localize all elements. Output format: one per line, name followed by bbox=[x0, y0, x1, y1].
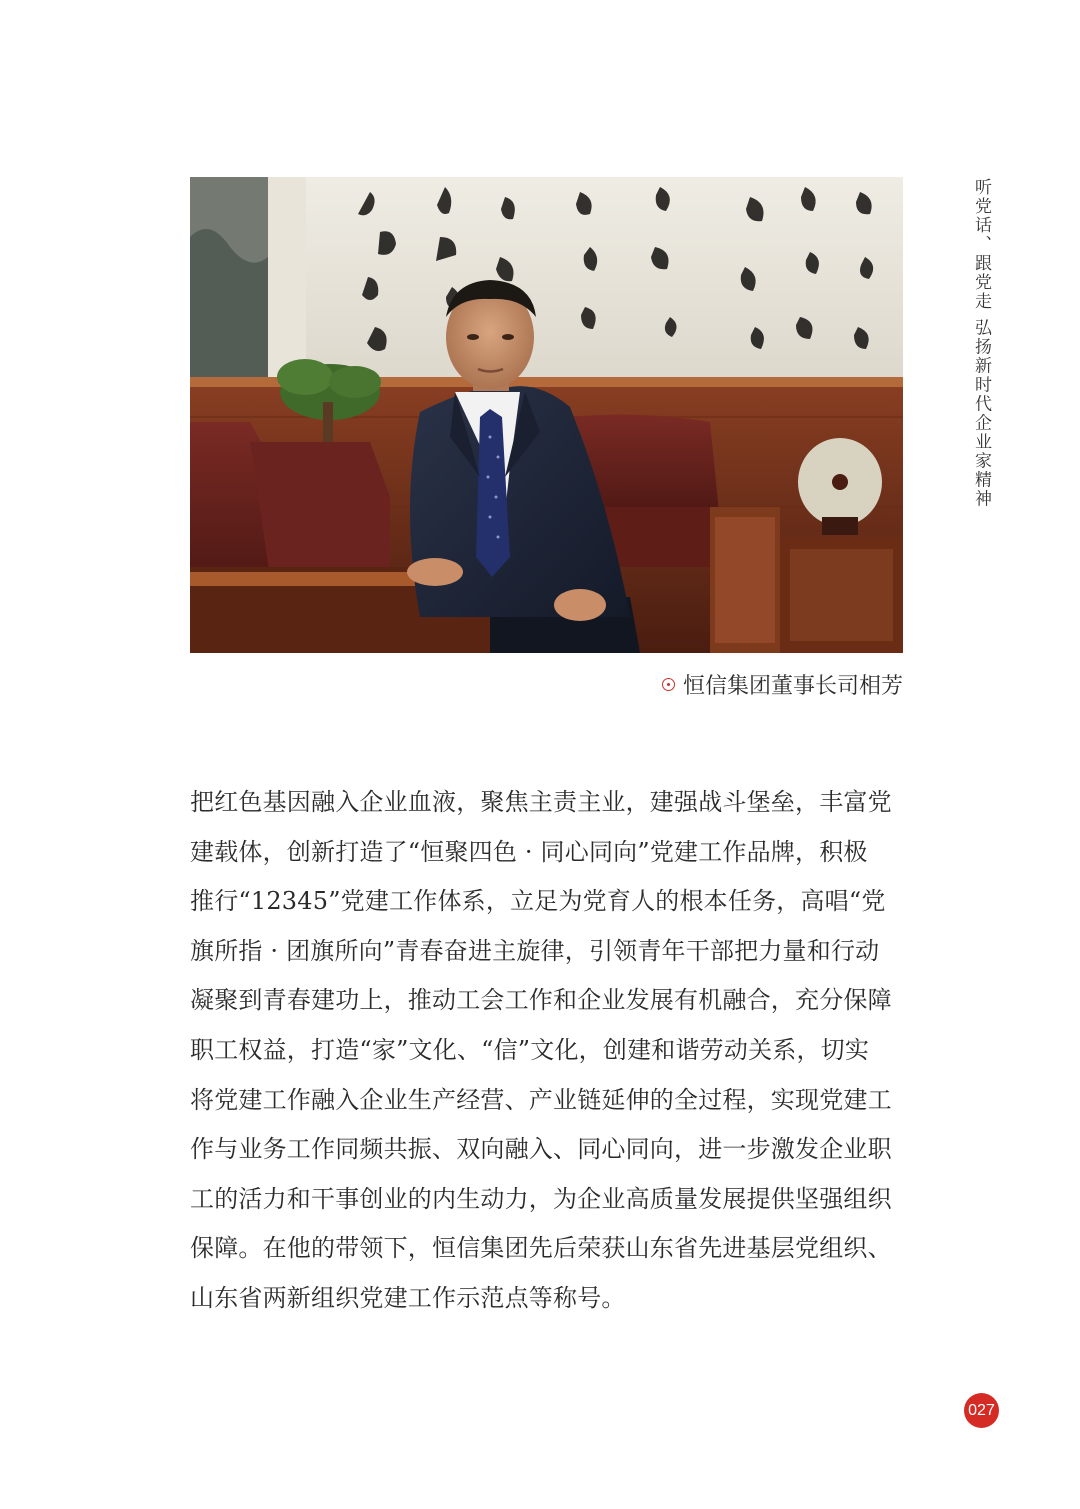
body-paragraph bbox=[190, 778, 914, 1324]
body-line: 推行“12345”党建工作体系，立足为党育人的根本任务，高唱“党 bbox=[190, 887, 886, 916]
page-number: 027 bbox=[964, 1393, 999, 1428]
photo-caption-text: 恒信集团董事长司相芳 bbox=[682, 673, 903, 699]
body-line: 凝聚到青春建功上，推动工会工作和企业发展有机融合，充分保障 bbox=[190, 986, 892, 1015]
body-line: 山东省两新组织党建工作示范点等称号。 bbox=[190, 1283, 626, 1312]
portrait-photo bbox=[190, 177, 903, 653]
body-line: 旗所指 · 团旗所向”青春奋进主旋律，引领青年干部把力量和行动 bbox=[190, 936, 880, 965]
photo-caption bbox=[662, 668, 903, 700]
portrait-photo-illustration bbox=[190, 177, 903, 653]
body-line: 把红色基因融入企业血液，聚焦主责主业，建强战斗堡垒，丰富党 bbox=[190, 788, 892, 816]
body-line: 建载体，创新打造了“恒聚四色 · 同心同向”党建工作品牌，积极 bbox=[190, 837, 868, 866]
body-line: 保障。在他的带领下，恒信集团先后荣获山东省先进基层党组织、 bbox=[190, 1234, 892, 1263]
body-line: 作与业务工作同频共振、双向融入、同心同向，进一步激发企业职 bbox=[190, 1135, 892, 1164]
body-line: 职工权益，打造“家”文化、“信”文化，创建和谐劳动关系，切实 bbox=[190, 1035, 870, 1064]
bullseye-icon bbox=[662, 678, 675, 691]
body-line: 工的活力和干事创业的内生动力，为企业高质量发展提供坚强组织 bbox=[190, 1184, 892, 1213]
side-title: 听党话、跟党走 弘扬新时代企业家精神 bbox=[971, 178, 991, 509]
body-line: 将党建工作融入企业生产经营、产业链延伸的全过程，实现党建工 bbox=[190, 1085, 892, 1114]
